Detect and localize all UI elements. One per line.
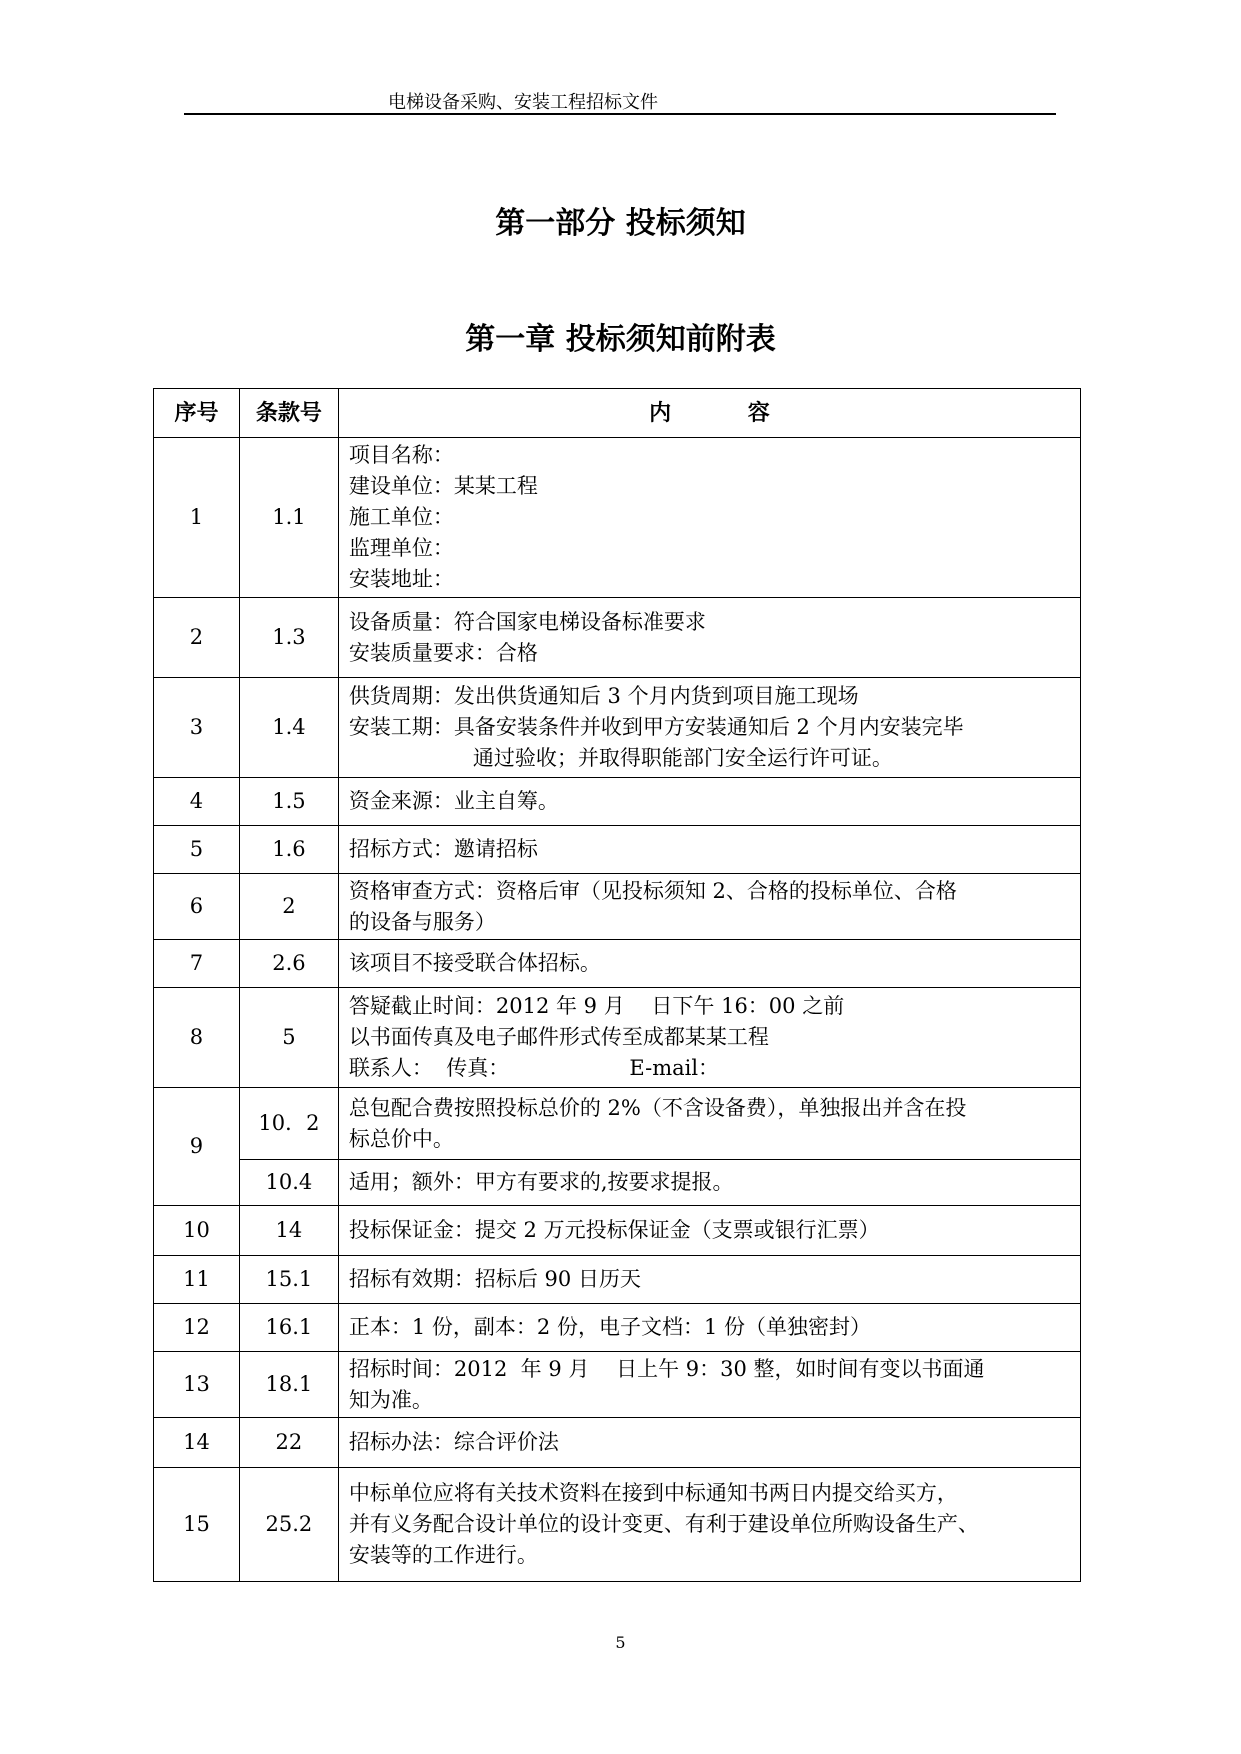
table-row	[154, 826, 1081, 874]
content-line: 安装工期：具备安装条件并收到甲方安装通知后 2 个月内安装完毕	[348, 715, 964, 739]
row-clause: 25.2	[239, 1468, 338, 1582]
row-content	[338, 598, 1080, 678]
content-line: 建设单位：某某工程	[348, 474, 538, 498]
table-row	[154, 1256, 1081, 1304]
bid-instructions-table	[153, 388, 1081, 1582]
table-row	[154, 598, 1081, 678]
row-seq: 1	[154, 438, 240, 598]
content-line: 标总价中。	[348, 1126, 454, 1151]
row-seq: 10	[154, 1206, 240, 1256]
row-seq: 13	[154, 1352, 240, 1418]
content-line: 投标保证金：提交 2 万元投标保证金（支票或银行汇票）	[348, 1218, 880, 1242]
chapter-title: 第一章 投标须知前附表	[465, 322, 776, 357]
header-seq: 序号	[154, 389, 240, 438]
row-clause: 15.1	[239, 1256, 338, 1304]
table-row	[154, 778, 1081, 826]
content-line: 资金来源：业主自筹。	[348, 789, 559, 813]
row-content	[338, 1468, 1080, 1582]
table-row	[154, 678, 1081, 778]
row-content	[338, 1206, 1080, 1256]
content-line: 正本：1 份，副本：2 份，电子文档：1 份（单独密封）	[348, 1315, 871, 1339]
page-number: 5	[615, 1633, 626, 1652]
table-row	[154, 1468, 1081, 1582]
content-line: 安装质量要求：合格	[348, 640, 538, 665]
table-row	[154, 1206, 1081, 1256]
row-clause: 1.3	[239, 598, 338, 678]
table-row	[154, 988, 1081, 1088]
row-content	[338, 678, 1080, 778]
content-line: 以书面传真及电子邮件形式传至成都某某工程	[348, 1025, 769, 1049]
row-content	[338, 874, 1080, 940]
row-content	[338, 940, 1080, 988]
content-line: 安装等的工作进行。	[348, 1543, 538, 1567]
table-row	[154, 1352, 1081, 1418]
row-content	[338, 826, 1080, 874]
content-line: 招标有效期：招标后 90 日历天	[348, 1267, 641, 1291]
table-row	[154, 1418, 1081, 1468]
row-seq: 7	[154, 940, 240, 988]
row-content	[338, 1304, 1080, 1352]
content-line: 知为准。	[348, 1387, 433, 1412]
content-line: 中标单位应将有关技术资料在接到中标通知书两日内提交给买方，	[348, 1481, 958, 1505]
row-seq: 2	[154, 598, 240, 678]
document-header: 电梯设备采购、安装工程招标文件	[388, 92, 658, 113]
content-line: 联系人： 传真： E-mail：	[348, 1056, 720, 1080]
row-content	[338, 1352, 1080, 1418]
content-line: 监理单位：	[348, 536, 454, 560]
row-clause: 1.4	[239, 678, 338, 778]
row-clause: 1.6	[239, 826, 338, 874]
row-clause: 2.6	[239, 940, 338, 988]
table-header-row	[154, 389, 1081, 438]
content-line: 设备质量：符合国家电梯设备标准要求	[348, 609, 706, 634]
row-seq: 8	[154, 988, 240, 1088]
content-line: 项目名称：	[348, 443, 454, 467]
content-line: 安装地址：	[348, 567, 454, 591]
row-content	[338, 1160, 1080, 1206]
row-clause: 2	[239, 874, 338, 940]
row-clause: 5	[239, 988, 338, 1088]
row-seq: 14	[154, 1418, 240, 1468]
row-seq: 3	[154, 678, 240, 778]
row-content	[338, 1418, 1080, 1468]
content-line: 供货周期：发出供货通知后 3 个月内货到项目施工现场	[348, 684, 859, 708]
row-clause: 10.4	[239, 1160, 338, 1206]
table-row	[154, 438, 1081, 598]
row-seq: 9	[154, 1088, 240, 1206]
content-line: 施工单位：	[348, 505, 454, 529]
row-seq: 5	[154, 826, 240, 874]
row-clause: 1.5	[239, 778, 338, 826]
row-content	[338, 1256, 1080, 1304]
row-seq: 12	[154, 1304, 240, 1352]
table-row	[154, 874, 1081, 940]
table-row	[154, 1304, 1081, 1352]
table-row	[154, 1160, 1081, 1206]
row-content	[338, 1088, 1080, 1160]
row-clause: 10．2	[239, 1088, 338, 1160]
table-row	[154, 940, 1081, 988]
row-seq: 6	[154, 874, 240, 940]
row-content	[338, 438, 1080, 598]
content-line: 招标方式：邀请招标	[348, 837, 538, 861]
header-content: 内 容	[338, 389, 1080, 438]
row-clause: 16.1	[239, 1304, 338, 1352]
part-title: 第一部分 投标须知	[495, 206, 746, 241]
row-clause: 22	[239, 1418, 338, 1468]
header-divider	[184, 113, 1056, 115]
row-clause: 1.1	[239, 438, 338, 598]
content-line: 招标办法：综合评价法	[348, 1430, 559, 1454]
content-line: 招标时间：2012 年 9 月 日上午 9：30 整，如时间有变以书面通	[348, 1356, 985, 1381]
content-line: 该项目不接受联合体招标。	[348, 951, 601, 975]
table-row	[154, 1088, 1081, 1160]
content-line: 答疑截止时间：2012 年 9 月 日下午 16：00 之前	[348, 994, 845, 1018]
row-clause: 18.1	[239, 1352, 338, 1418]
content-line: 适用；额外：甲方有要求的,按要求提报。	[348, 1170, 734, 1194]
row-clause: 14	[239, 1206, 338, 1256]
row-seq: 11	[154, 1256, 240, 1304]
content-line: 并有义务配合设计单位的设计变更、有利于建设单位所购设备生产、	[348, 1512, 979, 1536]
content-line: 总包配合费按照投标总价的 2%（不含设备费），单独报出并含在投	[348, 1095, 967, 1120]
row-content	[338, 778, 1080, 826]
header-clause: 条款号	[239, 389, 338, 438]
content-line: 资格审查方式：资格后审（见投标须知 2、合格的投标单位、合格	[348, 878, 957, 903]
row-seq: 4	[154, 778, 240, 826]
content-line: 的设备与服务）	[348, 909, 496, 934]
row-content	[338, 988, 1080, 1088]
row-seq: 15	[154, 1468, 240, 1582]
content-line: 通过验收；并取得职能部门安全运行许可证。	[472, 746, 893, 770]
